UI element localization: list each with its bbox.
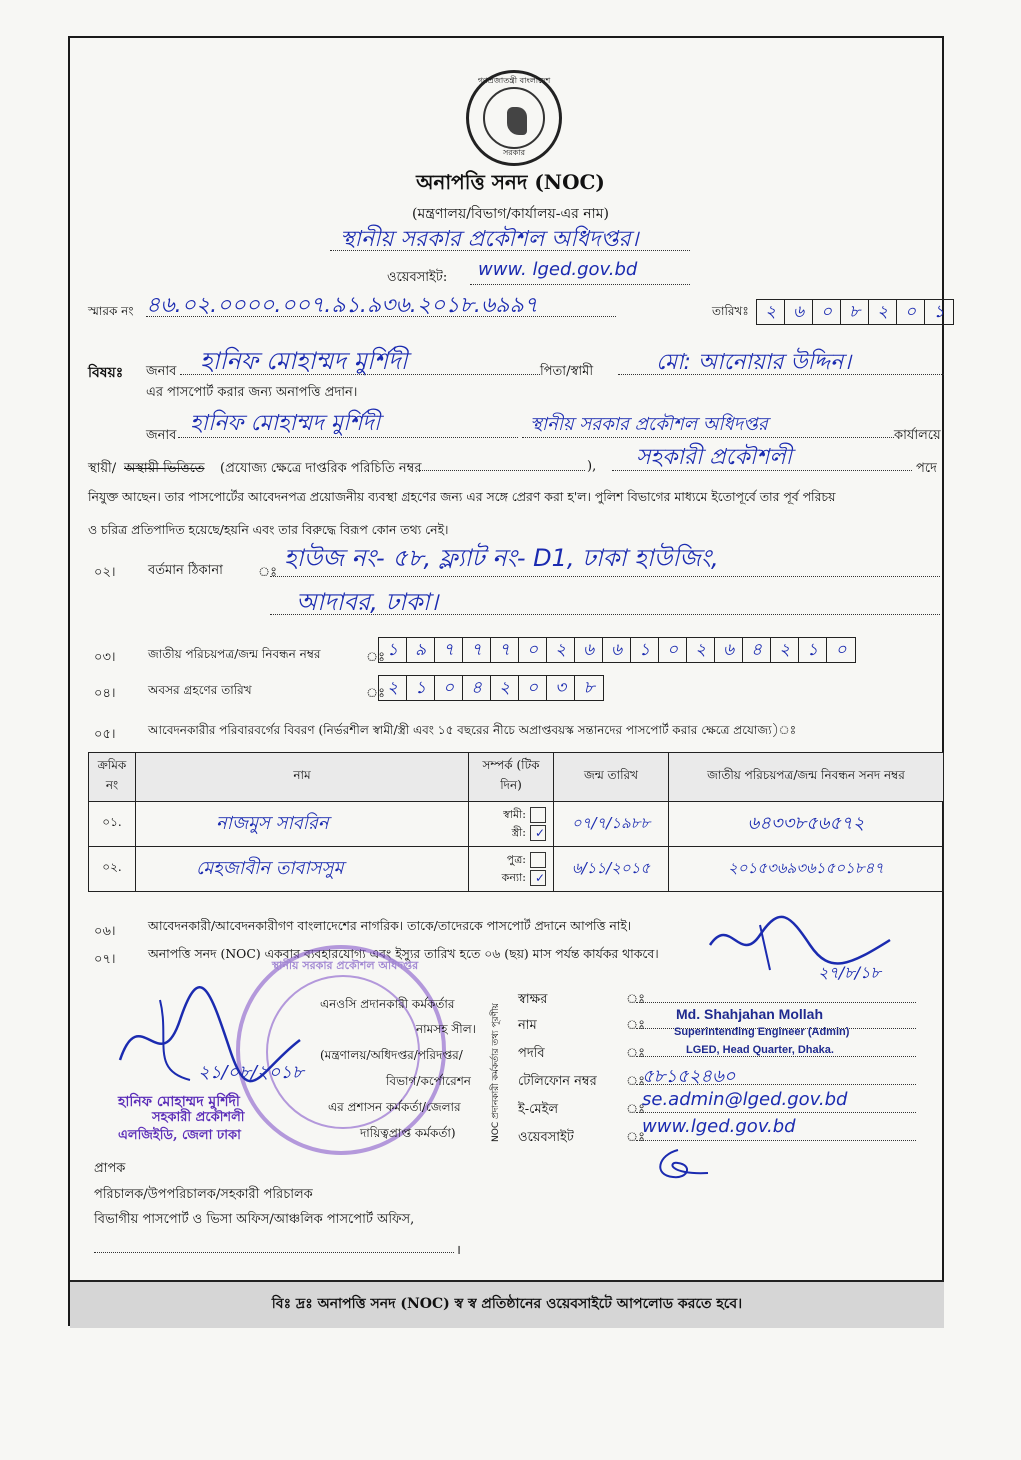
relation-a-label: স্বামী: [503,808,526,821]
designation-label: পদবি [518,1046,545,1061]
row-nid: ৬৪৩৩৮৫৬৫৭২ [669,802,944,847]
officer-name: Md. Shahjahan Mollah [676,1006,824,1022]
office-name-line [178,437,518,438]
retirement-boxes [378,675,604,701]
bangladesh-map-icon [507,107,527,135]
retirement-digit: ০ [435,676,463,700]
round-seal-text: স্থানীয় সরকার প্রকৌশল অধিদপ্তর [271,959,419,972]
retirement-digit: ৩ [547,676,575,700]
website-field-line [636,1140,916,1141]
date-digit: ০ [897,300,925,324]
government-seal [466,70,562,166]
date-digit: ৬ [785,300,813,324]
nid-digit: ১ [379,638,407,662]
item-02-number: ০২। [94,565,116,580]
retirement-digit: ৮ [583,678,595,698]
applicant-signature-date: ২১/০৮/২০১৮ [198,1062,304,1083]
row-dob: ৬/১১/২০১৫ [554,847,669,892]
col-relation: সম্পর্ক (টিক দিন) [469,753,554,802]
date-digit: ২ [869,300,897,324]
date-label: তারিখঃ [712,304,749,318]
designation-colon: ঃ [626,1046,646,1061]
seal-inner-ring [483,87,545,149]
date-digit: ০ [813,300,841,324]
nid-digit: ২ [771,638,799,662]
table-row [89,802,944,847]
nid-digit: ২ [687,638,715,662]
paragraph-line-2: ও চরিত্র প্রতিপাদিত হয়েছে/হয়নি এবং তার বিরুদ্ধে বিরূপ কোন তথ্য নেই। [88,522,449,537]
recipient-end: । [456,1243,461,1258]
status-note: (প্রযোজ্য ক্ষেত্রে দাপ্তরিক পরিচিতি নম্বর [220,461,422,476]
row-serial: ০২. [89,847,136,892]
subject-mr-label: জনাব [146,364,177,379]
website-handwritten: www. lged.gov.bd [478,259,638,280]
website-line [470,284,690,285]
officer-title: Superintending Engineer (Admin) [674,1026,850,1038]
office-mr-label: জনাব [146,428,177,443]
row-name: নাজমুস সাবরিন [136,802,469,847]
item-06-number: ০৬। [94,924,116,939]
father-name-line [618,374,944,375]
website-label: ওয়েবসাইট: [387,270,448,285]
applicant-name-line [180,374,540,375]
retirement-digit: ০ [519,676,547,700]
authority-line-3: (মন্ত্রণালয়/অধিদপ্তর/পরিদপ্তর/ [320,1048,463,1062]
status-note-line [420,470,585,471]
row-relation [469,847,554,892]
relation-a-checkbox[interactable] [530,852,546,868]
nid-boxes [378,637,856,663]
retirement-digit: ২ [491,676,519,700]
nid-digit: ৬ [575,638,603,662]
website-field-label: ওয়েবসাইট [518,1130,574,1145]
website-field-colon: ঃ [626,1130,646,1145]
table-row [89,847,944,892]
address-line-1 [270,576,940,577]
phone-label: টেলিফোন নম্বর [518,1074,597,1089]
ministry-caption: (মন্ত্রণালয়/বিভাগ/কার্যালয়-এর নাম) [412,206,609,222]
name-colon: ঃ [626,1018,646,1033]
authority-line-4: বিভাগ/কর্পোরেশন [386,1074,471,1088]
item-07-number: ০৭। [94,952,116,967]
nid-digit: ০ [519,638,547,662]
retirement-colon: ঃ [366,686,386,701]
relation-a-checkbox[interactable] [530,807,546,823]
officer-office: LGED, Head Quarter, Dhaka. [686,1044,834,1056]
phone-line [636,1084,916,1085]
retirement-label: অবসর গ্রহণের তারিখ [148,683,252,697]
col-nid: জাতীয় পরিচয়পত্র/জন্ম নিবন্ধন সনদ নম্বর [669,753,944,802]
authority-line-6: দায়িত্বপ্রাপ্ত কর্মকর্তা) [360,1126,456,1140]
retirement-digit: ১ [407,676,435,700]
subject-label: বিষয়ঃ [88,365,124,381]
applicant-stamp-office: এলজিইডি, জেলা ঢাকা [118,1128,241,1143]
nid-digit: ৬ [603,638,631,662]
relation-b-checkbox[interactable]: ✓ [530,825,546,841]
ministry-name-handwritten: স্থানীয় সরকার প্রকৌশল অধিদপ্তর। [340,227,639,252]
post-line [612,470,912,471]
footer-note: বিঃ দ্রঃ অনাপত্তি সনদ (NOC) স্ব স্ব প্রতিষ্ঠানের ওয়েবসাইটে আপলোড করতে হবে। [70,1280,944,1328]
memo-number-handwritten: ৪৬.০২.০০০০.০০৭.৯১.৯৩৬.২০১৮.৬৯৯৭ [146,293,539,318]
address-label: বর্তমান ঠিকানা [148,563,223,578]
recipient-line-1: পরিচালক/উপপরিচালক/সহকারী পরিচালক [94,1187,313,1202]
status-note-close: ), [587,459,597,474]
applicant-stamp-post: সহকারী প্রকৌশলী [152,1110,245,1125]
relation-b-checkbox[interactable]: ✓ [530,870,546,886]
relation-b-label: স্ত্রী: [511,826,526,839]
nid-digit: ০ [835,640,847,660]
signature-colon: ঃ [626,992,646,1007]
email-colon: ঃ [626,1102,646,1117]
citizenship-statement: আবেদনকারী/আবেদনকারীগণ বাংলাদেশের নাগরিক। তাকে/তাদেরকে পাসপোর্ট প্রদানে আপত্তি নাই। [148,918,632,933]
email-value: se.admin@lged.gov.bd [642,1089,848,1110]
authority-line-5: এর প্রশাসন কর্মকর্তা/জেলার [328,1100,461,1114]
nid-digit: ৭ [491,638,519,662]
date-boxes [756,299,954,325]
nid-label: জাতীয় পরিচয়পত্র/জন্ম নিবন্ধন নম্বর [148,647,321,661]
item-04-number: ০৪। [94,686,116,701]
col-name: নাম [136,753,469,802]
seal-ring-text: গণপ্রজাতন্ত্রী বাংলাদেশ [477,76,551,85]
address-line-2 [270,614,940,615]
applicant-stamp-name: হানিফ মোহাম্মদ মুর্শিদী [118,1094,240,1110]
relation-a-label: পুত্র: [506,853,526,866]
recipient-label: প্রাপক [94,1161,126,1176]
address-line-2-handwritten: আদাবর, ঢাকা। [296,588,439,616]
authority-line-2: নামসহ সীল। [416,1022,476,1036]
row-relation [469,802,554,847]
office-name-handwritten: হানিফ মোহাম্মদ মুর্শিদী [190,411,381,436]
row-name: মেহজাবীন তাবাসসুম [136,847,469,892]
father-name-handwritten: মো: আনোয়ার উদ্দিন। [656,350,852,375]
office-handwritten: স্থানীয় সরকার প্রকৌশল অধিদপ্তর [530,414,768,435]
nid-digit: ৭ [435,638,463,662]
signature-label: স্বাক্ষর [518,992,548,1007]
subject-purpose: এর পাসপোর্ট করার জন্য অনাপত্তি প্রদান। [146,385,358,400]
family-table [88,752,944,892]
email-line [636,1112,916,1113]
date-digit: ১ [933,302,945,322]
officer-signature-date: ২৭/৮/১৮ [818,963,881,982]
nid-digit: ১ [631,638,659,662]
authority-line-1: এনওসি প্রদানকারী কর্মকর্তার [320,997,455,1011]
nid-digit: ৪ [743,638,771,662]
recipient-line-2: বিভাগীয় পাসপোর্ট ও ভিসা অফিস/আঞ্চলিক পাসপোর্ট অফিস, [94,1212,415,1227]
address-colon: ঃ [258,565,278,580]
date-digit: ২ [757,300,785,324]
recipient-line-3 [94,1252,454,1253]
retirement-digit: ৪ [463,676,491,700]
office-suffix: কার্যালয়ে [894,428,941,443]
father-label: পিতা/স্বামী [540,364,594,379]
website-field-value: www.lged.gov.bd [642,1116,796,1137]
paragraph-line-1: নিযুক্ত আছেন। তার পাসপোর্টের আবেদনপত্র প্রয়োজনীয় ব্যবস্থা গ্রহণের জন্য এর সঙ্গে প্রেরণ করা হ'ল। পুলিশ বিভাগের মাধ্যমে ইতোপূর্বে তার পূর্ব পরিচয় [88,489,836,504]
date-digit: ৮ [841,300,869,324]
item-05-number: ০৫। [94,727,116,742]
phone-value: ৫৮১৫২৪৬০ [642,1066,736,1087]
row-nid: ২০১৫৩৬৯৩৬১৫০১৮৪৭ [669,847,944,892]
row-serial: ০১. [89,802,136,847]
col-serial: ক্রমিক নং [89,753,136,802]
col-dob: জন্ম তারিখ [554,753,669,802]
nid-digit: ৭ [463,638,491,662]
name-label: নাম [518,1018,537,1033]
seal-bottom-text: সরকার [502,148,525,157]
signature-line [636,1002,916,1003]
address-line-1-handwritten: হাউজ নং- ৫৮, ফ্ল্যাট নং- D1, ঢাকা হাউজিং, [284,544,719,572]
initials-scribble [648,1145,718,1185]
nid-digit: ১ [799,638,827,662]
item-03-number: ০৩। [94,650,116,665]
nid-digit: ৬ [715,638,743,662]
email-label: ই-মেইল [518,1102,559,1117]
designation-line [636,1056,916,1057]
post-handwritten: সহকারী প্রকৌশলী [636,445,792,470]
status-struck: অস্থায়ী ভিত্তিতে [124,461,205,476]
validity-statement: অনাপত্তি সনদ (NOC) একবার ব্যবহারযোগ্য এবং ইস্যুর তারিখ হতে ০৬ (ছয়) মাস পর্যন্ত কার্যকর থাকবে। [148,946,659,961]
status-prefix: স্থায়ী/ [88,461,117,476]
relation-b-label: কন্যা: [501,871,526,884]
retirement-digit: ২ [379,676,407,700]
nid-colon: ঃ [366,650,386,665]
applicant-name-handwritten: হানিফ মোহাম্মদ মুর্শিদী [200,347,408,375]
family-description-label: আবেদনকারীর পরিবারবর্গের বিবরণ (নির্ভরশীল স্বামী/স্ত্রী এবং ১৫ বছরের নীচে অপ্রাপ্তবয়স্ক সন্তানদের পাসপোর্ট করার ক্ষেত্রে প্রযোজ্য)ঃ [148,723,797,737]
post-suffix: পদে [916,461,937,476]
nid-digit: ৯ [407,638,435,662]
row-dob: ০৭/৭/১৯৮৮ [554,802,669,847]
phone-colon: ঃ [626,1074,646,1089]
authority-vertical-label: NOC প্রদানকারী কর্মকর্তার তথ্য পূরণীয় [491,1003,501,1142]
memo-label: স্মারক নং [88,304,134,318]
office-line [522,437,894,438]
document-title: অনাপত্তি সনদ (NOC) [416,170,605,194]
nid-digit: ২ [547,638,575,662]
ministry-name-line [330,250,690,251]
nid-digit: ০ [659,638,687,662]
memo-line [146,316,616,317]
